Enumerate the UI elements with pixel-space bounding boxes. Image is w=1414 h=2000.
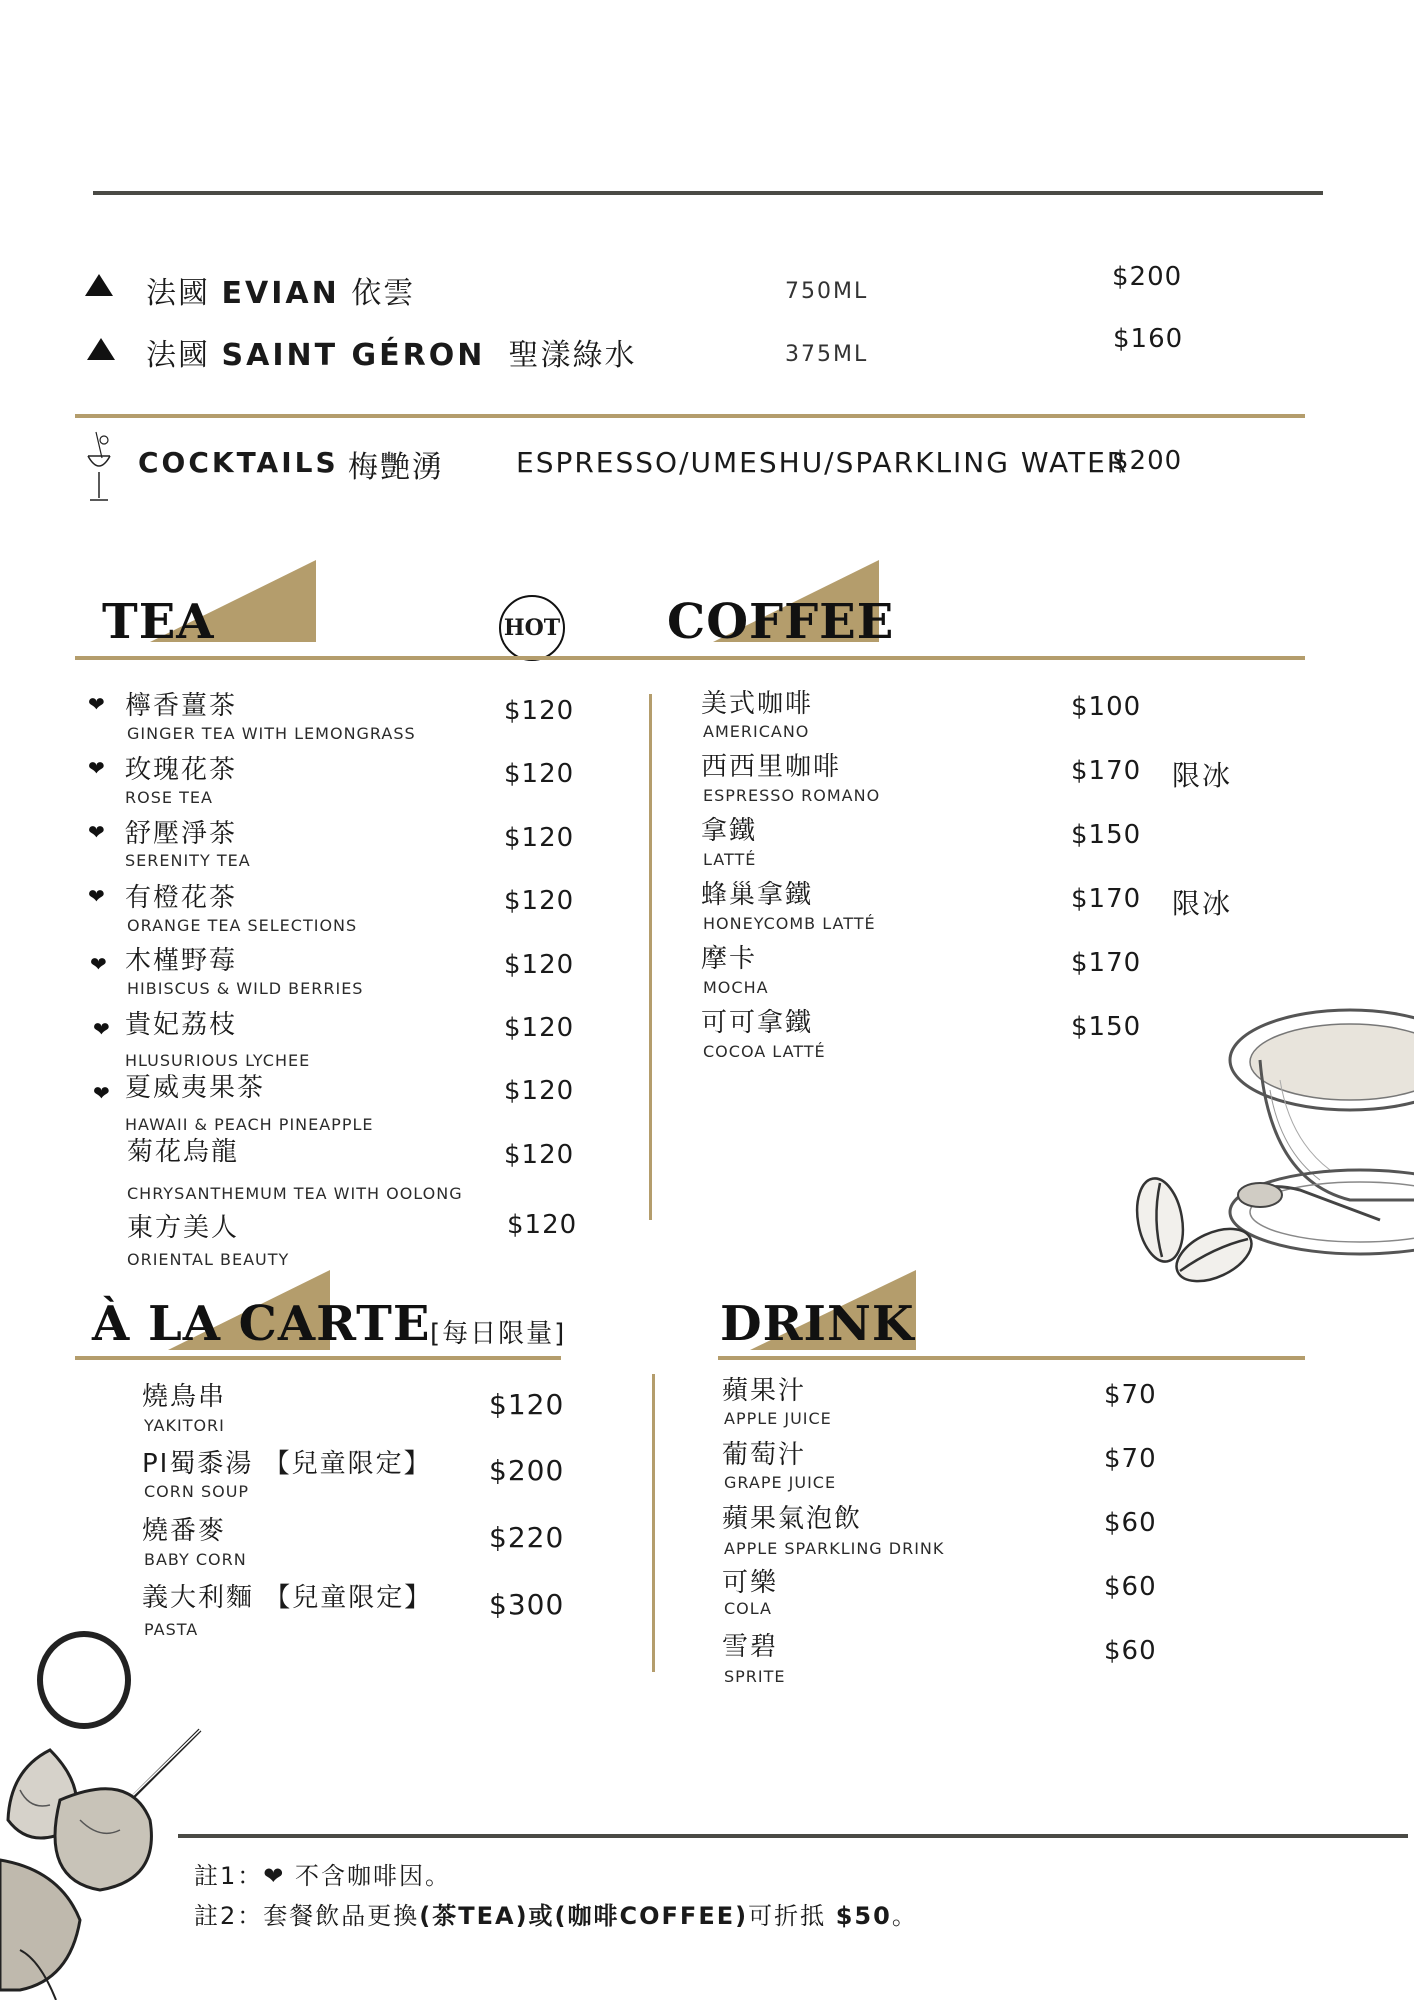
water-volume: 750ML: [785, 279, 869, 304]
tea-item-en: HIBISCUS & WILD BERRIES: [127, 979, 364, 998]
alacarte-item-price: $120: [489, 1388, 565, 1421]
hot-badge: [499, 595, 565, 661]
tea-item-en: GINGER TEA WITH LEMONGRASS: [127, 724, 416, 743]
heart-icon: ❤: [88, 692, 105, 716]
tea-item-en: ROSE TEA: [125, 788, 213, 807]
alacarte-item-price: $200: [489, 1454, 565, 1487]
tea-item-en: HAWAII & PEACH PINEAPPLE: [125, 1115, 374, 1134]
alacarte-item-name: 義大利麵 【兒童限定】: [142, 1583, 433, 1613]
tea-item-en: SERENITY TEA: [125, 851, 251, 870]
cocktails-label: COCKTAILS: [138, 446, 339, 479]
drink-item-price: $60: [1104, 1636, 1157, 1666]
coffee-item-en: MOCHA: [703, 978, 769, 997]
water-name: 法國 SAINT GÉRON 聖漾綠水: [146, 338, 637, 373]
alacarte-drink-vertical-divider: [652, 1374, 655, 1672]
coffee-item-price: $170: [1071, 756, 1142, 786]
tea-item-price: $120: [504, 886, 575, 916]
coffee-title: COFFEE: [667, 594, 895, 650]
drink-title: DRINK: [720, 1296, 915, 1352]
cocktail-name: 梅艷湧: [348, 450, 444, 485]
skewer-illustration: [0, 1620, 210, 2000]
coffee-item-name: 可可拿鐵: [701, 1008, 814, 1038]
water-price: $160: [1113, 324, 1184, 354]
water-row: [84, 324, 1324, 376]
alacarte-item-en: YAKITORI: [144, 1416, 225, 1435]
drink-item-en: SPRITE: [724, 1667, 786, 1686]
heart-icon: ❤: [93, 1017, 110, 1041]
tea-item-price: $120: [504, 1013, 575, 1043]
cocktail-description: ESPRESSO/UMESHU/SPARKLING WATER: [516, 446, 1129, 479]
cocktail-price: $200: [1112, 446, 1183, 476]
coffee-item-note: 限冰: [1172, 759, 1233, 792]
drink-divider: [718, 1356, 1305, 1360]
coffee-item-price: $100: [1071, 692, 1142, 722]
heart-icon: ❤: [93, 1081, 110, 1105]
water-row: [84, 262, 1324, 314]
heart-icon: ❤: [88, 884, 105, 908]
tea-item-name: 有橙花茶: [125, 883, 238, 913]
coffee-item-name: 西西里咖啡: [701, 752, 842, 782]
coffee-item-name: 摩卡: [701, 944, 758, 974]
alacarte-title: À LA CARTE: [92, 1296, 431, 1352]
coffee-item-name: 拿鐵: [701, 816, 758, 846]
alacarte-subtitle: [每日限量]: [430, 1319, 567, 1349]
coffee-bean-illustration: [1130, 1175, 1260, 1295]
tea-item-en: HLUSURIOUS LYCHEE: [125, 1051, 311, 1070]
water-price: $200: [1112, 262, 1183, 292]
tea-coffee-vertical-divider: [649, 694, 652, 1220]
kids-only-tag: 【兒童限定】: [263, 1449, 432, 1479]
heart-icon: ❤: [88, 756, 105, 780]
alacarte-item-en: BABY CORN: [144, 1550, 247, 1569]
triangle-bullet-icon: [84, 272, 114, 298]
coffee-item-price: $170: [1071, 884, 1142, 914]
coffee-item-price: $150: [1071, 1012, 1142, 1042]
drink-item-name: 雪碧: [722, 1632, 779, 1662]
tea-item-price: $120: [504, 1140, 575, 1170]
kids-only-tag: 【兒童限定】: [264, 1583, 433, 1613]
triangle-bullet-icon: [86, 336, 116, 362]
tea-title: TEA: [102, 594, 215, 650]
coffee-item-price: $150: [1071, 820, 1142, 850]
alacarte-item-en: CORN SOUP: [144, 1482, 250, 1501]
tea-item-en: ORIENTAL BEAUTY: [127, 1250, 290, 1269]
coffee-item-en: AMERICANO: [703, 722, 810, 741]
tea-item-price: $120: [504, 696, 575, 726]
drink-item-name: 可樂: [722, 1568, 779, 1598]
drink-item-price: $60: [1104, 1508, 1157, 1538]
tea-item-price: $120: [507, 1210, 578, 1240]
cocktail-glass-icon: [84, 428, 114, 504]
tea-item-price: $120: [504, 759, 575, 789]
drink-item-name: 蘋果氣泡飲: [722, 1504, 863, 1534]
hot-badge-label: HOT: [503, 615, 561, 641]
tea-item-name: 玫瑰花茶: [125, 755, 238, 785]
heart-icon: ❤: [88, 820, 105, 844]
alacarte-item-name: 燒番麥: [142, 1516, 227, 1546]
cocktails-row: [84, 426, 1324, 506]
drink-item-price: $60: [1104, 1572, 1157, 1602]
tea-item-name: 夏威夷果茶: [125, 1073, 266, 1103]
tea-item-name: 檸香薑茶: [125, 691, 238, 721]
tea-item-name: 菊花烏龍: [127, 1137, 240, 1167]
tea-item-name: 貴妃荔枝: [125, 1010, 238, 1040]
tea-item-price: $120: [504, 1076, 575, 1106]
heart-icon: ❤: [263, 1862, 286, 1890]
drink-item-price: $70: [1104, 1444, 1157, 1474]
water-name: 法國 EVIAN 依雲: [146, 276, 416, 311]
drink-item-en: COLA: [724, 1599, 772, 1618]
drink-item-en: APPLE SPARKLING DRINK: [724, 1539, 945, 1558]
drink-item-name: 蘋果汁: [722, 1376, 807, 1406]
alacarte-item-name: PI蜀黍湯 【兒童限定】: [142, 1449, 432, 1479]
tea-item-name: 東方美人: [127, 1213, 240, 1243]
heart-icon: ❤: [90, 952, 107, 976]
coffee-item-en: COCOA LATTÉ: [703, 1042, 826, 1061]
drink-item-price: $70: [1104, 1380, 1157, 1410]
tea-item-name: 舒壓淨茶: [125, 819, 238, 849]
coffee-item-en: LATTÉ: [703, 850, 757, 869]
drink-item-en: APPLE JUICE: [724, 1409, 832, 1428]
alacarte-item-en: PASTA: [144, 1620, 199, 1639]
tea-item-en: ORANGE TEA SELECTIONS: [127, 916, 358, 935]
tea-item-en: CHRYSANTHEMUM TEA WITH OOLONG: [127, 1184, 463, 1203]
coffee-item-name: 美式咖啡: [701, 689, 814, 719]
top-divider: [93, 191, 1323, 195]
coffee-item-en: ESPRESSO ROMANO: [703, 786, 881, 805]
alacarte-item-name: 燒鳥串: [142, 1382, 227, 1412]
alacarte-item-price: $220: [489, 1521, 565, 1554]
tea-item-price: $120: [504, 950, 575, 980]
tea-coffee-divider: [75, 656, 1305, 660]
alacarte-item-price: $300: [489, 1588, 565, 1621]
coffee-item-note: 限冰: [1172, 887, 1233, 920]
bottom-divider: [178, 1834, 1408, 1838]
tea-item-name: 木槿野莓: [125, 946, 238, 976]
coffee-item-price: $170: [1071, 948, 1142, 978]
coffee-item-en: HONEYCOMB LATTÉ: [703, 914, 876, 933]
note-1: 註1：❤ 不含咖啡因。: [194, 1862, 452, 1890]
tea-item-price: $120: [504, 823, 575, 853]
drink-item-name: 葡萄汁: [722, 1440, 807, 1470]
water-volume: 375ML: [785, 342, 869, 367]
cocktail-divider: [75, 414, 1305, 418]
drink-item-en: GRAPE JUICE: [724, 1473, 837, 1492]
coffee-item-name: 蜂巢拿鐵: [701, 880, 814, 910]
alacarte-divider: [75, 1356, 561, 1360]
note-2: 註2：套餐飲品更換(茶TEA)或(咖啡COFFEE)可折抵 $50。: [194, 1902, 918, 1930]
